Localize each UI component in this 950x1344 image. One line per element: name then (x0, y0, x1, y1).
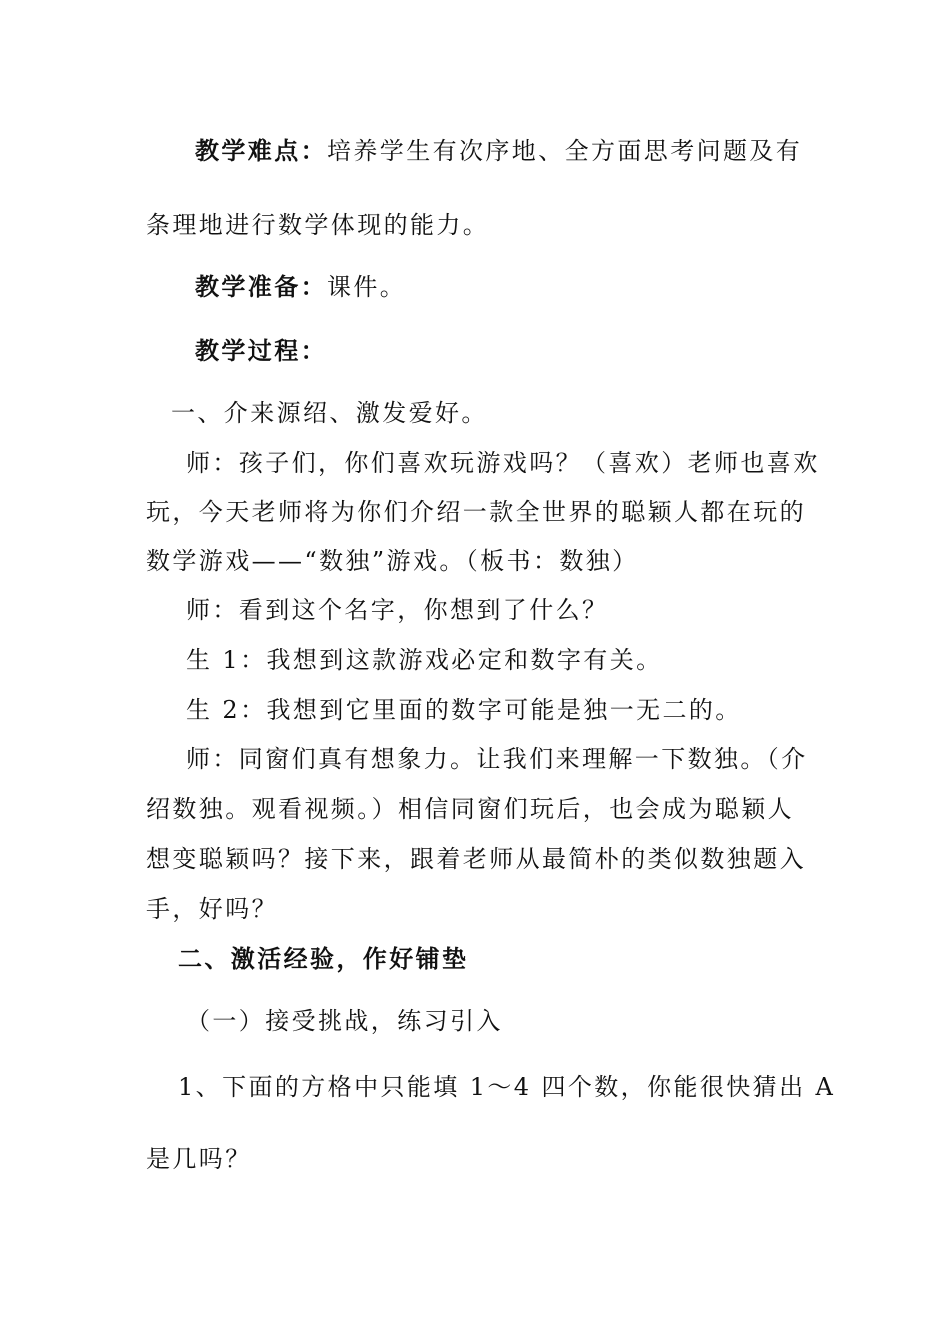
paragraph-student-2: 生 2：我想到它里面的数字可能是独一无二的。 (186, 696, 742, 724)
section-1-heading: 一、介来源绍、激发爱好。 (171, 399, 488, 427)
section-2-heading: 二、激活经验，作好铺垫 (178, 944, 469, 973)
section-2-subheading: （一）接受挑战，练习引入 (186, 1007, 503, 1035)
paragraph-teacher-1-line-2: 玩，今天老师将为你们介绍一款全世界的聪颖人都在玩的 (146, 498, 806, 526)
paragraph-teacher-2: 师：看到这个名字，你想到了什么？ (186, 596, 609, 624)
teaching-preparation-line (195, 272, 406, 302)
paragraph-student-1: 生 1：我想到这款游戏必定和数字有关。 (186, 646, 663, 674)
teaching-process-heading: 教学过程： (195, 336, 327, 365)
teaching-difficulty-label: 教学难点： (195, 136, 327, 165)
paragraph-teacher-3-line-3: 想变聪颖吗？接下来，跟着老师从最简朴的类似数独题入 (146, 845, 806, 873)
question-1-line-1: 1、下面的方格中只能填 1～4 四个数，你能很快猜出 A (178, 1073, 836, 1101)
paragraph-teacher-3-line-1: 师：同窗们真有想象力。让我们来理解一下数独。（介 (186, 745, 808, 773)
question-1-line-2: 是几吗？ (146, 1145, 252, 1173)
teaching-difficulty-continuation: 条理地进行数学体现的能力。 (146, 211, 490, 239)
teaching-preparation-text: 课件。 (327, 273, 407, 301)
paragraph-teacher-3-line-2: 绍数独。观看视频。）相信同窗们玩后，也会成为聪颖人 (146, 795, 794, 823)
paragraph-teacher-1-line-1: 师：孩子们，你们喜欢玩游戏吗？（喜欢）老师也喜欢 (186, 449, 820, 477)
teaching-preparation-label: 教学准备： (195, 272, 327, 301)
paragraph-teacher-1-line-3: 数学游戏——“数独”游戏。（板书：数独） (146, 547, 639, 575)
teaching-difficulty-text: 培养学生有次序地、全方面思考问题及有 (327, 137, 803, 165)
teaching-difficulty-line (195, 136, 802, 166)
paragraph-teacher-3-line-4: 手，好吗？ (146, 895, 278, 923)
